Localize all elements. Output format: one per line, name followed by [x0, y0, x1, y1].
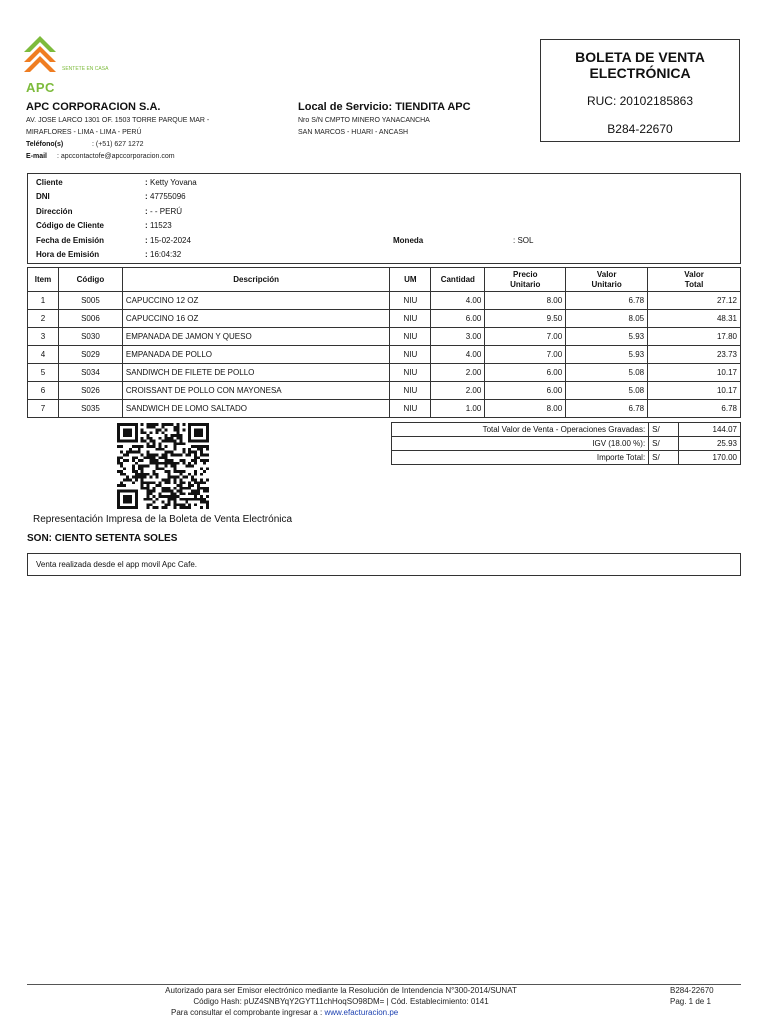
cell-item: 1 [28, 292, 59, 310]
cell-total-value: 17.80 [648, 328, 741, 346]
cell-quantity: 1.00 [431, 400, 485, 418]
cell-code: S006 [58, 310, 122, 328]
header-code: Código [58, 268, 122, 292]
header-unit-value-2: Unitario [591, 279, 622, 289]
totals-table [391, 422, 741, 465]
representation-text: Representación Impresa de la Boleta de Venta Electrónica [33, 514, 293, 525]
address-label: Dirección [36, 207, 73, 216]
cell-unit-value: 6.78 [566, 400, 648, 418]
footer-doc-number: B284-22670 [670, 986, 714, 995]
cell-total-value: 10.17 [648, 364, 741, 382]
header-unit-value [566, 268, 648, 292]
cell-quantity: 2.00 [431, 382, 485, 400]
cell-unit-value: 5.93 [566, 328, 648, 346]
table-row [28, 328, 741, 346]
cell-description: CAPUCCINO 16 OZ [122, 310, 390, 328]
cell-code: S029 [58, 346, 122, 364]
table-row [28, 346, 741, 364]
totals-amount: 170.00 [679, 451, 741, 465]
cell-total-value: 48.31 [648, 310, 741, 328]
issue-time-colon: : [145, 250, 148, 259]
company-name: APC CORPORACION S.A. [26, 101, 161, 113]
cell-code: S035 [58, 400, 122, 418]
cell-unit-price: 8.00 [485, 400, 566, 418]
totals-label: Total Valor de Venta - Operaciones Gravadas: [392, 423, 649, 437]
cell-total-value: 10.17 [648, 382, 741, 400]
items-table [27, 267, 741, 418]
cell-item: 2 [28, 310, 59, 328]
header-unit-value-1: Valor [596, 269, 617, 279]
cell-item: 3 [28, 328, 59, 346]
header-quantity: Cantidad [431, 268, 485, 292]
cell-unit-price: 6.00 [485, 364, 566, 382]
cell-um: NIU [390, 382, 431, 400]
header-um: UM [390, 268, 431, 292]
header-unit-price [485, 268, 566, 292]
totals-row [392, 437, 741, 451]
cell-item: 7 [28, 400, 59, 418]
header-total-value-2: Total [684, 279, 704, 289]
client-colon: : [145, 178, 148, 187]
boleta-title-2: ELECTRÓNICA [589, 65, 691, 81]
table-row [28, 382, 741, 400]
dni-value: 47755096 [150, 192, 186, 201]
issue-date-value: 15-02-2024 [150, 236, 191, 245]
issue-date-colon: : [145, 236, 148, 245]
note-text: Venta realizada desde el app movil Apc Cafe. [36, 560, 197, 569]
issue-time-label: Hora de Emisión [36, 250, 100, 259]
client-info-box [27, 173, 741, 264]
cell-item: 6 [28, 382, 59, 400]
client-label: Cliente [36, 178, 63, 187]
footer-authorization: Autorizado para ser Emisor electrónico mediante la Resolución de Intendencia N°300-2014/SUNAT [165, 986, 517, 995]
cell-unit-price: 6.00 [485, 382, 566, 400]
cell-description: SANDIWCH DE FILETE DE POLLO [122, 364, 390, 382]
totals-amount: 25.93 [679, 437, 741, 451]
cell-unit-price: 7.00 [485, 346, 566, 364]
currency-value: : SOL [513, 236, 534, 245]
header-total-value [648, 268, 741, 292]
totals-currency: S/ [649, 437, 679, 451]
footer-hash: Código Hash: pUZ4SNBYqY2GYT11chHoqSO98DM= | Cód. Establecimiento: 0141 [193, 997, 489, 1006]
client-code-value: 11523 [150, 221, 172, 230]
currency-label: Moneda [393, 236, 424, 245]
cell-total-value: 27.12 [648, 292, 741, 310]
footer-link[interactable]: www.efacturacion.pe [324, 1008, 399, 1017]
cell-um: NIU [390, 328, 431, 346]
cell-unit-value: 5.93 [566, 346, 648, 364]
table-row [28, 292, 741, 310]
cell-quantity: 6.00 [431, 310, 485, 328]
amount-in-words: SON: CIENTO SETENTA SOLES [27, 533, 178, 544]
phone-label: Teléfono(s) [26, 141, 64, 148]
address-colon: : [145, 207, 148, 216]
logo-text: APC [26, 80, 55, 95]
client-code-colon: : [145, 221, 148, 230]
logo-tagline: SENTETE EN CASA [62, 66, 109, 72]
cell-code: S005 [58, 292, 122, 310]
cell-unit-value: 6.78 [566, 292, 648, 310]
issue-time-value: 16:04:32 [150, 250, 182, 259]
header-description: Descripción [122, 268, 390, 292]
totals-currency: S/ [649, 451, 679, 465]
header-unit-price-2: Unitario [510, 279, 541, 289]
cell-um: NIU [390, 310, 431, 328]
totals-row [392, 423, 741, 437]
cell-unit-price: 8.00 [485, 292, 566, 310]
cell-description: EMPANADA DE JAMON Y QUESO [122, 328, 390, 346]
address-value: - - PERÚ [150, 207, 182, 216]
cell-unit-value: 5.08 [566, 364, 648, 382]
table-row [28, 400, 741, 418]
footer-page: Pag. 1 de 1 [670, 997, 711, 1006]
cell-unit-price: 9.50 [485, 310, 566, 328]
cell-description: CROISSANT DE POLLO CON MAYONESA [122, 382, 390, 400]
cell-code: S034 [58, 364, 122, 382]
footer-consult-label: Para consultar el comprobante ingresar a : [171, 1008, 323, 1017]
footer-consult [171, 1008, 398, 1017]
qr-code [117, 423, 209, 509]
cell-code: S026 [58, 382, 122, 400]
boleta-number: B284-22670 [607, 122, 673, 136]
table-row [28, 364, 741, 382]
cell-um: NIU [390, 292, 431, 310]
cell-quantity: 3.00 [431, 328, 485, 346]
boleta-header-box [540, 39, 740, 142]
totals-amount: 144.07 [679, 423, 741, 437]
cell-total-value: 23.73 [648, 346, 741, 364]
company-address-2: MIRAFLORES - LIMA - LIMA - PERÚ [26, 129, 142, 136]
totals-row [392, 451, 741, 465]
cell-um: NIU [390, 364, 431, 382]
local-line-2: SAN MARCOS - HUARI - ANCASH [298, 129, 409, 136]
totals-label: IGV (18.00 %): [392, 437, 649, 451]
cell-unit-value: 5.08 [566, 382, 648, 400]
cell-unit-price: 7.00 [485, 328, 566, 346]
totals-label: Importe Total: [392, 451, 649, 465]
issue-date-label: Fecha de Emisión [36, 236, 105, 245]
qr-modules [117, 423, 209, 509]
cell-description: SANDWICH DE LOMO SALTADO [122, 400, 390, 418]
local-title: Local de Servicio: TIENDITA APC [298, 101, 471, 113]
header-total-value-1: Valor [684, 269, 704, 279]
email-value: : apccontactofe@apccorporacion.com [57, 153, 175, 160]
footer-divider [27, 984, 741, 985]
header-item: Item [28, 268, 59, 292]
table-row [28, 310, 741, 328]
totals-currency: S/ [649, 423, 679, 437]
cell-code: S030 [58, 328, 122, 346]
table-header-row [28, 268, 741, 292]
phone-value: : (+51) 627 1272 [92, 141, 144, 148]
local-line-1: Nro S/N CMPTO MINERO YANACANCHA [298, 117, 430, 124]
cell-quantity: 4.00 [431, 292, 485, 310]
cell-description: CAPUCCINO 12 OZ [122, 292, 390, 310]
client-code-label: Código de Cliente [36, 221, 104, 230]
header-unit-price-1: Precio [513, 269, 538, 279]
cell-description: EMPANADA DE POLLO [122, 346, 390, 364]
cell-item: 4 [28, 346, 59, 364]
cell-unit-value: 8.05 [566, 310, 648, 328]
cell-item: 5 [28, 364, 59, 382]
cell-um: NIU [390, 400, 431, 418]
dni-colon: : [145, 192, 148, 201]
client-value: Ketty Yovana [150, 178, 197, 187]
cell-quantity: 4.00 [431, 346, 485, 364]
cell-um: NIU [390, 346, 431, 364]
boleta-ruc: RUC: 20102185863 [586, 94, 694, 108]
note-box [27, 553, 741, 576]
cell-quantity: 2.00 [431, 364, 485, 382]
cell-total-value: 6.78 [648, 400, 741, 418]
company-address-1: AV. JOSE LARCO 1301 OF. 1503 TORRE PARQUE MAR - [26, 117, 210, 124]
dni-label: DNI [36, 192, 50, 201]
email-label: E-mail [26, 153, 48, 160]
boleta-title-1: BOLETA DE VENTA [575, 49, 705, 65]
